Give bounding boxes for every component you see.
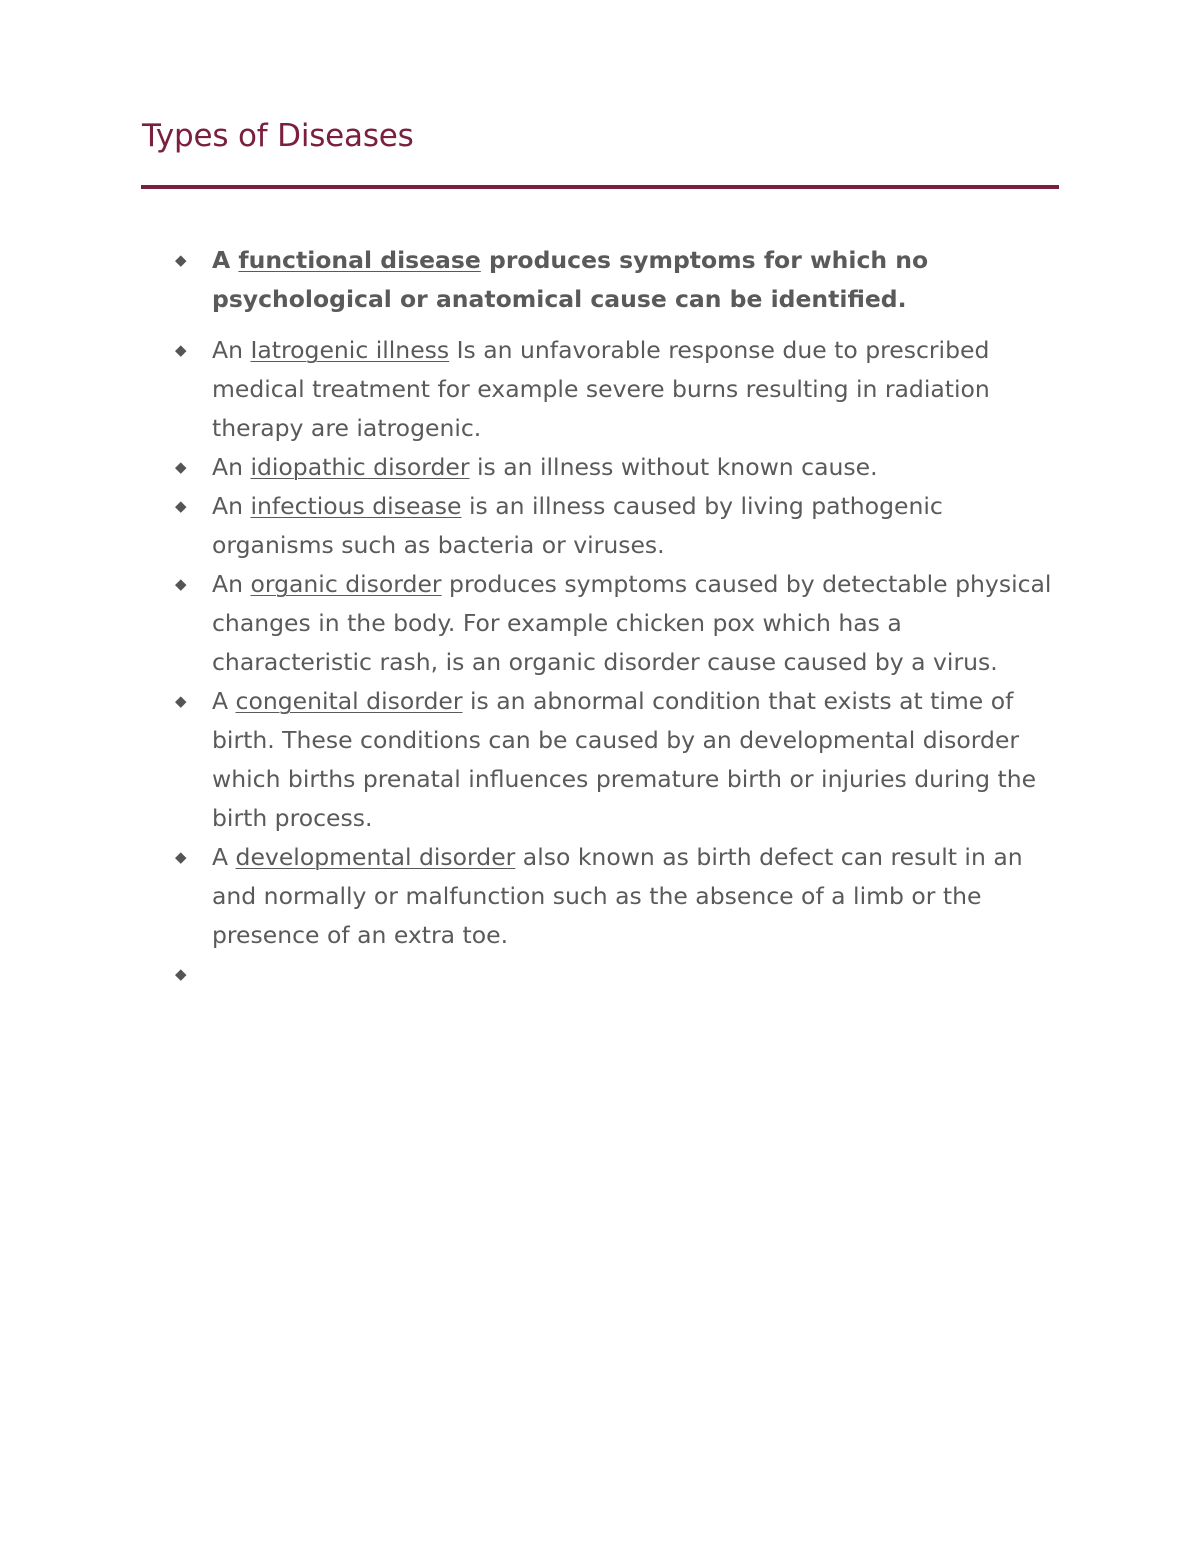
- item-text: Is an unfavorable response due to prescribed medical treatment for example severe burns resulting in radiation therapy are iatrogenic.: [212, 336, 990, 442]
- list-item: [142, 682, 1060, 838]
- item-term: congenital disorder: [235, 687, 463, 715]
- item-text: is an illness caused by living pathogenic organisms such as bacteria or viruses.: [212, 492, 943, 559]
- item-lead: A: [212, 246, 239, 274]
- list-item: [142, 448, 1060, 487]
- bullet-icon: ◆: [175, 458, 187, 476]
- item-lead: A: [212, 687, 236, 715]
- empty-list-item: [142, 955, 1060, 994]
- bullet-icon: ◆: [175, 497, 187, 515]
- item-lead: An: [212, 570, 251, 598]
- list-item: [142, 565, 1060, 682]
- disease-types-list: [142, 241, 1060, 994]
- item-lead: An: [212, 492, 251, 520]
- item-term: infectious disease: [250, 492, 462, 520]
- item-text: is an illness without known cause.: [469, 453, 878, 481]
- bullet-icon: ◆: [175, 341, 187, 359]
- item-text: also known as birth defect can result in an and normally or malfunction such as the absence of a limb or the presence of an extra toe.: [212, 843, 1023, 949]
- item-term: developmental disorder: [235, 843, 516, 871]
- list-item: [142, 487, 1060, 565]
- bullet-icon: ◆: [175, 965, 187, 983]
- list-item: [142, 331, 1060, 448]
- list-item: [142, 838, 1060, 955]
- bullet-icon: ◆: [175, 575, 187, 593]
- title-divider: [141, 185, 1059, 189]
- item-text: is an abnormal condition that exists at time of birth. These conditions can be caused by an developmental disorder which births prenatal influences premature birth or injuries during the birth process.: [212, 687, 1037, 832]
- item-term: organic disorder: [250, 570, 442, 598]
- bullet-icon: ◆: [175, 692, 187, 710]
- item-term: functional disease: [238, 246, 481, 274]
- bullet-icon: ◆: [175, 251, 187, 269]
- item-text: produces symptoms caused by detectable physical changes in the body. For example chicken pox which has a characteristic rash, is an organic disorder cause caused by a virus.: [212, 570, 1052, 676]
- item-lead: An: [212, 453, 251, 481]
- item-term: idiopathic disorder: [250, 453, 470, 481]
- item-term: Iatrogenic illness: [250, 336, 450, 364]
- item-lead: An: [212, 336, 251, 364]
- list-item: [142, 241, 1060, 319]
- page-title: Types of Diseases: [142, 118, 414, 154]
- bullet-icon: ◆: [175, 848, 187, 866]
- item-text: produces symptoms for which no psychological or anatomical cause can be identified.: [212, 246, 929, 313]
- item-lead: A: [212, 843, 236, 871]
